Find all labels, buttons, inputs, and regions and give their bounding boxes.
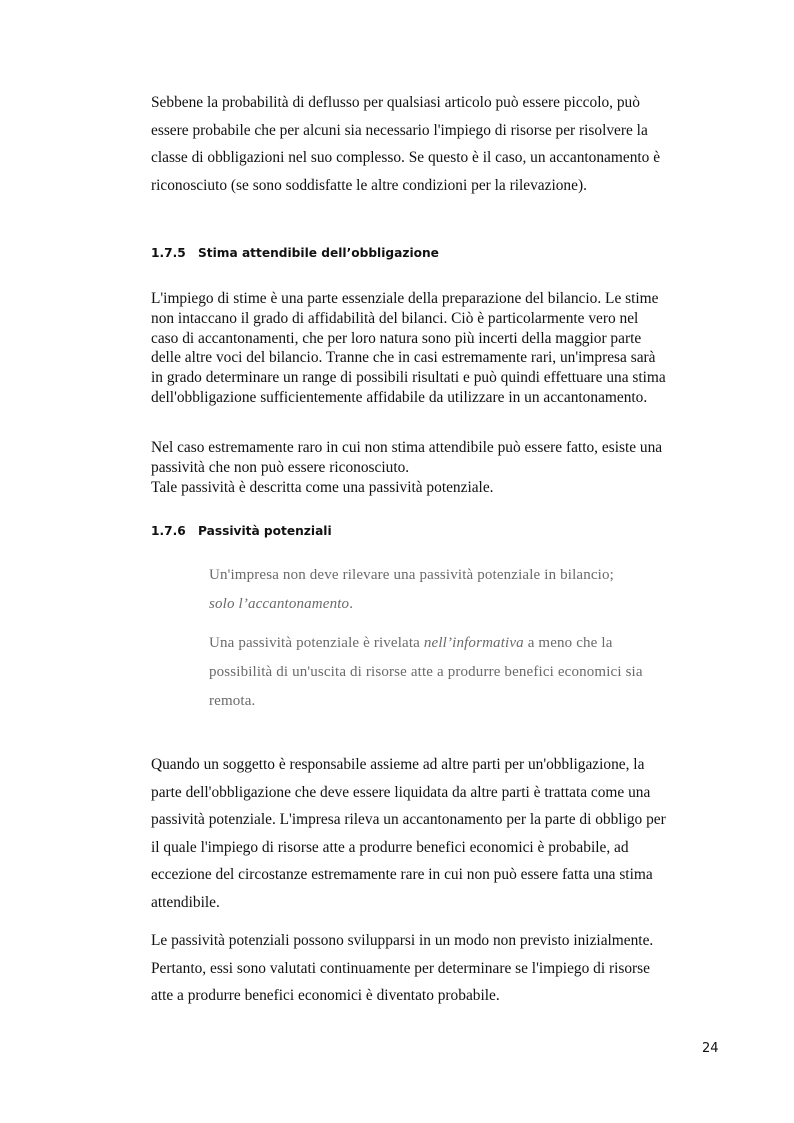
paragraph-stime: L'impiego di stime è una parte essenziale della preparazione del bilancio. Le stime non intaccano il grado di affidabilità del bilanci. Ciò è particolarmente vero nel caso di accantonamenti, che per loro natura sono più incerti della maggior parte delle altre voci del bilancio. Tranne che in casi estremamente rari, un'impresa sarà in grado determinare un range di possibili risultati e può quindi effettuare una stima dell'obbligazione sufficientemente affidabile da utilizzare in un accantonamento.	[151, 290, 666, 406]
paragraph-sviluppo: Le passività potenziali possono svilupparsi in un modo non previsto inizialmente. Pertanto, essi sono valutati continuamente per determinare se l'impiego di risorse atte a produrre benefici economici è diventato probabile.	[151, 932, 654, 1004]
section-title: Passività potenziali	[198, 524, 332, 538]
quote-rivelata	[209, 629, 659, 716]
paragraph-line: Nel caso estremamente raro in cui non stima attendibile può essere fatto, esiste una passività che non può essere riconosciuto.	[151, 439, 663, 476]
paragraph-line: Tale passività è descritta come una passività potenziale.	[151, 478, 494, 496]
section-number: 1.7.6	[151, 524, 186, 538]
paragraph-responsabile: Quando un soggetto è responsabile assieme ad altre parti per un'obbligazione, la parte dell'obbligazione che deve essere liquidata da altre parti è trattata come una passività potenziale. L'impresa rileva un accantonamento per la parte di obbligo per il quale l'impiego di risorse atte a produrre benefici economici è probabile, ad eccezione del circostanze estremamente rare in cui non può essere fatta una stima attendibile.	[151, 756, 666, 911]
paragraph-caso-raro	[151, 438, 666, 497]
quote-rilevare	[209, 561, 659, 619]
paragraph-deflusso: Sebbene la probabilità di deflusso per qualsiasi articolo può essere piccolo, può essere probabile che per alcuni sia necessario l'impiego di risorse per risolvere la classe di obbligazioni nel suo complesso. Se questo è il caso, un accantonamento è riconosciuto (se sono soddisfatte le altre condizioni per la rilevazione).	[151, 94, 661, 194]
quote-end: .	[349, 596, 354, 612]
quote-italic: solo l’accantonamento	[209, 596, 350, 612]
section-number: 1.7.5	[151, 246, 186, 260]
section-title: Stima attendibile dell’obbligazione	[198, 246, 439, 260]
quote-text-after: a meno che la possibilità di un'uscita di risorse atte a produrre benefici economici sia remota.	[209, 635, 643, 709]
page-number: 24	[702, 1041, 719, 1056]
section-heading-1-7-5	[151, 246, 439, 260]
quote-text-before: Una passività potenziale è rivelata	[209, 635, 424, 651]
quote-italic: nell’informativa	[423, 635, 524, 651]
section-heading-1-7-6	[151, 524, 332, 538]
quote-text: Un'impresa non deve rilevare una passività potenziale in bilancio;	[209, 567, 614, 583]
